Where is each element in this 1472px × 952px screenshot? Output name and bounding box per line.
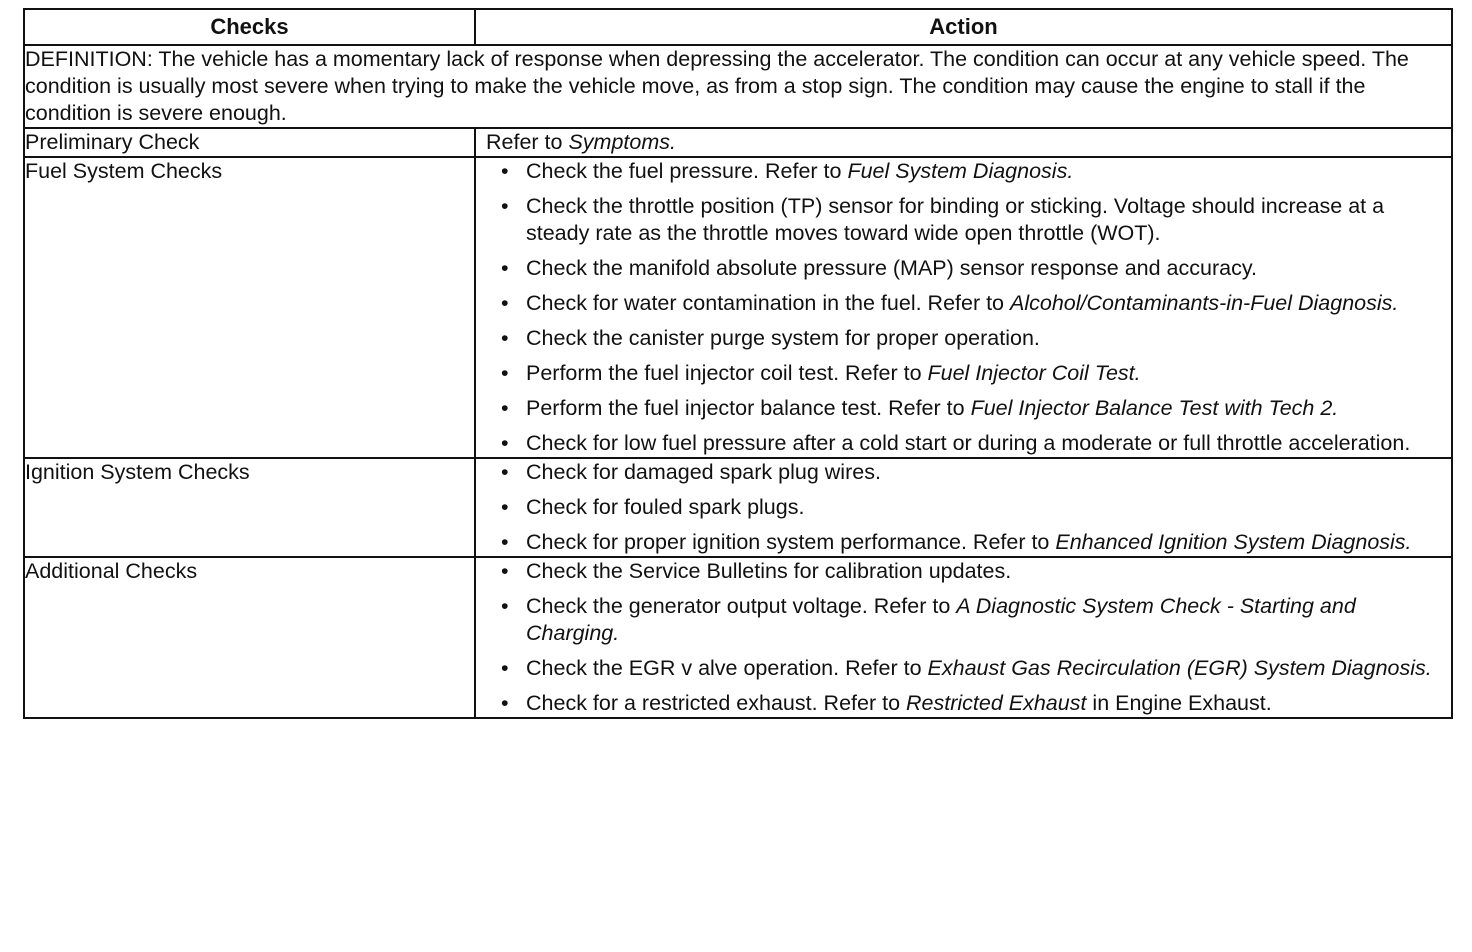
preliminary-check-label: Preliminary Check [24,128,475,157]
bullet-icon: • [501,194,509,218]
action-text: Perform the fuel injector balance test. Refer to [526,396,971,420]
action-suffix: in Engine Exhaust. [1086,691,1272,715]
bullet-icon: • [501,460,509,484]
action-item [476,395,1451,422]
action-item [476,593,1451,647]
fuel-actions [475,157,1452,458]
action-item [476,360,1451,387]
action-text: Check for damaged spark plug wires. [526,460,881,484]
definition-row [24,45,1452,128]
action-text: Check for water contamination in the fuel. Refer to [526,291,1010,315]
reference-link-text: Fuel Injector Coil Test. [927,361,1141,385]
preliminary-action-prefix: Refer to [486,130,569,154]
action-item [476,690,1451,717]
bullet-icon: • [501,396,509,420]
reference-link-text: A Diagnostic System Check - Starting and Charging. [526,594,1356,645]
action-text: Check for proper ignition system performance. Refer to [526,530,1056,554]
action-text: Perform the fuel injector coil test. Refer to [526,361,928,385]
additional-actions [475,557,1452,718]
bullet-icon: • [501,559,509,583]
action-text: Check the Service Bulletins for calibration updates. [526,559,1012,583]
bullet-icon: • [501,256,509,280]
action-text: Check the generator output voltage. Refer to [526,594,957,618]
action-item [476,494,1451,521]
bullet-icon: • [501,159,509,183]
ignition-check-label: Ignition System Checks [24,458,475,557]
action-item [476,459,1451,486]
action-text: Check for fouled spark plugs. [526,495,805,519]
reference-link-text: Alcohol/Contaminants-in-Fuel Diagnosis. [1010,291,1399,315]
additional-row [24,557,1452,718]
reference-link-text: Fuel Injector Balance Test with Tech 2. [970,396,1339,420]
action-item [476,529,1451,556]
reference-link-text: Fuel System Diagnosis. [847,159,1074,183]
action-item [476,430,1451,457]
action-item [476,290,1451,317]
header-action: Action [475,9,1452,45]
fuel-action-list [476,158,1451,457]
ignition-action-list [476,459,1451,556]
action-text: Check the fuel pressure. Refer to [526,159,848,183]
action-item [476,325,1451,352]
fuel-row [24,157,1452,458]
action-item [476,255,1451,282]
ignition-actions [475,458,1452,557]
additional-action-list [476,558,1451,717]
bullet-icon: • [501,656,509,680]
bullet-icon: • [501,431,509,455]
action-item [476,558,1451,585]
preliminary-row [24,128,1452,157]
fuel-check-label: Fuel System Checks [24,157,475,458]
bullet-icon: • [501,291,509,315]
ignition-row [24,458,1452,557]
bullet-icon: • [501,361,509,385]
reference-link-text: Exhaust Gas Recirculation (EGR) System Diagnosis. [927,656,1432,680]
header-row [24,9,1452,45]
action-text: Check for low fuel pressure after a cold start or during a moderate or full throttle acceleration. [526,431,1411,455]
symptom-table [23,8,1453,719]
action-item [476,655,1451,682]
action-text: Check the canister purge system for proper operation. [526,326,1040,350]
bullet-icon: • [501,495,509,519]
action-text: Check the EGR v alve operation. Refer to [526,656,928,680]
action-text: Check for a restricted exhaust. Refer to [526,691,906,715]
reference-link-text: Restricted Exhaust [906,691,1087,715]
action-item [476,193,1451,247]
bullet-icon: • [501,530,509,554]
definition-text: DEFINITION: The vehicle has a momentary lack of response when depressing the accelerator. The condition can occur at any vehicle speed. The condition is usually most severe when trying to make the vehicle move, as from a stop sign. The condition may cause the engine to stall if the condition is severe enough. [24,45,1452,128]
bullet-icon: • [501,594,509,618]
bullet-icon: • [501,326,509,350]
reference-link-text: Enhanced Ignition System Diagnosis. [1055,530,1412,554]
action-text: Check the throttle position (TP) sensor for binding or sticking. Voltage should increase at a steady rate as the throttle moves toward wide open throttle (WOT). [526,194,1385,245]
action-item [476,158,1451,185]
additional-check-label: Additional Checks [24,557,475,718]
symptoms-reference: Symptoms. [568,130,676,154]
bullet-icon: • [501,691,509,715]
preliminary-action [475,128,1452,157]
header-checks: Checks [24,9,475,45]
action-text: Check the manifold absolute pressure (MAP) sensor response and accuracy. [526,256,1257,280]
